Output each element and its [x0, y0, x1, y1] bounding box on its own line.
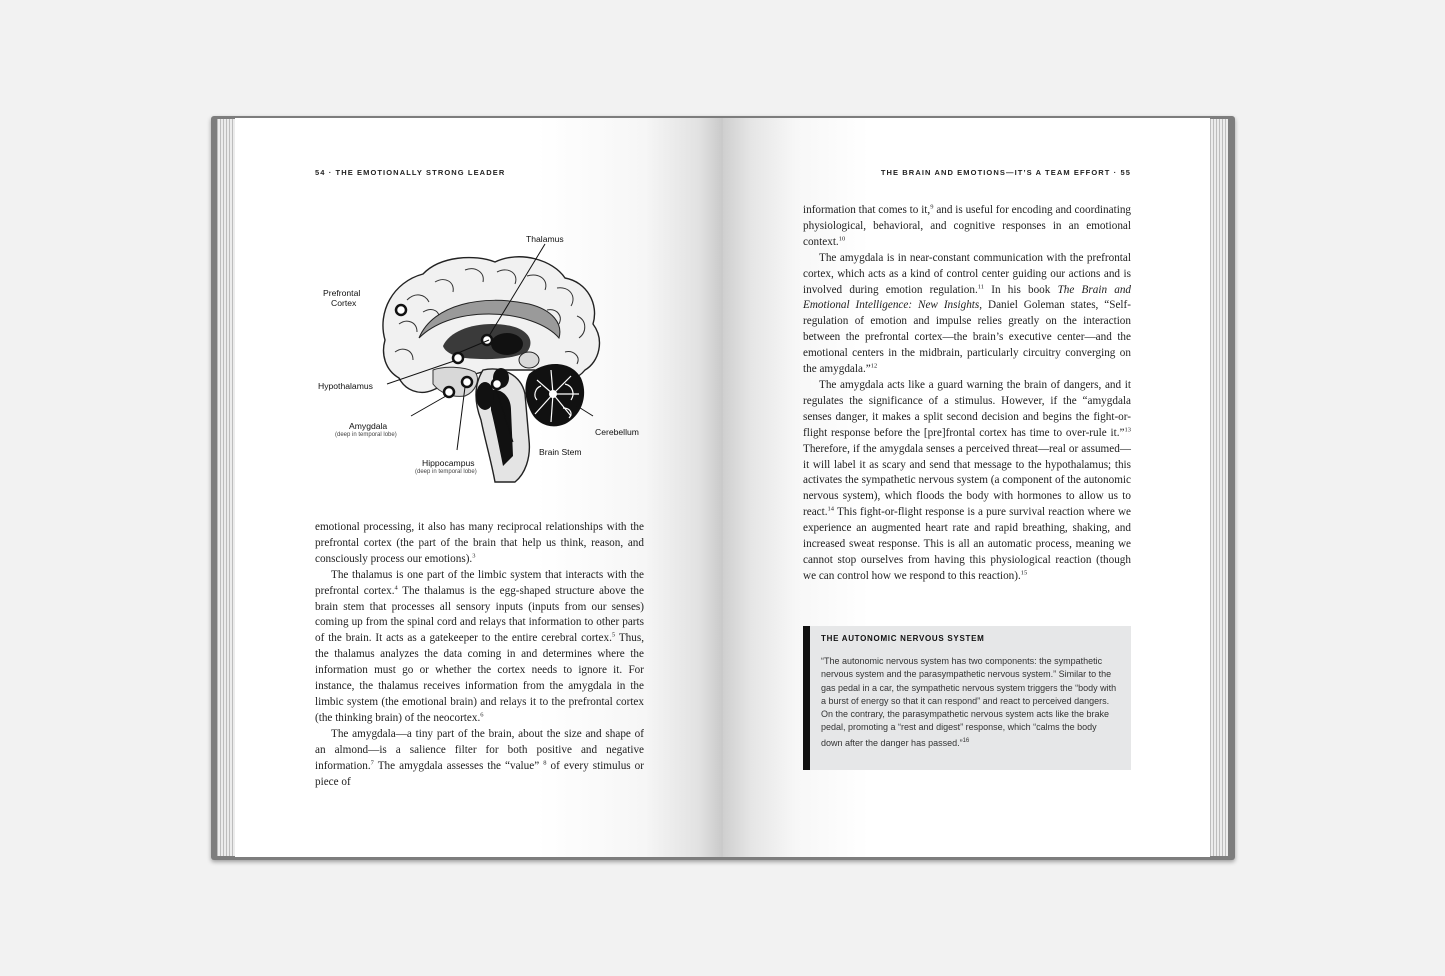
left-page	[235, 118, 723, 857]
paragraph: information that comes to it,$^9$ and is useful for encoding and coordinating physiological, behavioral, and cognitive responses in an emotional context.$^{10}$	[803, 203, 1132, 248]
brain-diagram	[315, 220, 655, 500]
label-amygdala-note: (deep in temporal lobe)	[335, 432, 397, 438]
sidebar-accent-bar	[803, 626, 810, 770]
label-amygdala: Amygdala	[349, 421, 388, 431]
label-hippocampus: Hippocampus	[422, 458, 475, 468]
paragraph: emotional processing, it also has many reciprocal relationships with the prefrontal cortex (the part of the brain that help us think, reason, and consciously process our emotions).$^3$	[315, 521, 644, 565]
paragraph: The amygdala—a tiny part of the brain, about the size and shape of an almond—is a salience filter for both positive and negative information.$^7$ The amygdala assesses the “value” $^8$ of every stimulus or piece of	[315, 727, 645, 788]
right-body-text	[803, 203, 1131, 585]
paragraph: The amygdala acts like a guard warning the brain of dangers, and it regulates the significance of a stimulus. However, if the “amygdala senses danger, it makes a split second decision and begins the fight-or-flight response before the [pre]frontal cortex has time to over-rule it.”$^{13}$ Therefore, if the amygdala senses a perceived threat—real or assumed—it will label it as scary and send that message to the hypothalamus; this activates the sympathetic nervous system (a component of the autonomic nervous system), which floods the body with hormones to allow us to react.$^{14}$ This fight-or-flight response is a pure survival reaction where we experience an augmented heart rate and rapid breathing, shaking, and increased sweat response. This is all an automatic process, meaning we cannot stop ourselves from having this physiological reaction (though we can control how we respond to this reaction).$^{15}$	[803, 378, 1131, 582]
label-brain-stem: Brain Stem	[539, 447, 582, 457]
label-hypothalamus: Hypothalamus	[318, 381, 373, 391]
sidebar-body: “The autonomic nervous system has two components: the sympathetic nervous system and the parasympathetic nervous system.” Similar to the gas pedal in a car, the sympathetic nervous system triggers the “body with a burst of energy so that it can respond” and react to perceived dangers. On the contrary, the parasympathetic nervous system acts like the brake pedal, promoting a “rest and digest” response, which “calms the body down after the danger has passed.”$^{16}$	[821, 656, 1117, 748]
paragraph: The thalamus is one part of the limbic system that interacts with the prefrontal cortex.$^4$ The thalamus is the egg-shaped structure above the brain stem that processes all sensory inputs (inputs from our senses) coming up from the spinal cord and relays that information to other parts of the brain. It acts as a gatekeeper to the entire cerebral cortex.$^5$ Thus, the thalamus analyzes the data coming in and determines where the information must go or whether the cortex needs to ignore it. For instance, the thalamus receives information from the amygdala in the limbic system (the emotional brain) and relays it to the prefrontal cortex (the thinking brain) of the neocortex.$^6$	[315, 568, 644, 724]
label-cerebellum: Cerebellum	[595, 427, 639, 437]
page-edges-right	[1208, 119, 1228, 856]
paragraph: The amygdala is in near-constant communication with the prefrontal cortex, which acts as a kind of control center guiding our actions and is involved during emotion regulation.$^{11}$ In his book The Brain and Emotional Intelligence: New Insights, Daniel Goleman states, “Self-regulation of emotion and impulse relies greatly on the interaction between the prefrontal cortex—the brain’s executive center—and the emotional centers in the midbrain, particularly circuitry converging on the amygdala.”$^{12}$	[803, 251, 1132, 376]
label-prefrontal-1: Prefrontal	[323, 288, 361, 298]
brain-illustration	[315, 220, 655, 500]
sidebar-box	[803, 626, 1131, 770]
running-head-left: 54 · THE EMOTIONALLY STRONG LEADER	[315, 168, 506, 177]
label-hippocampus-note: (deep in temporal lobe)	[415, 469, 477, 475]
label-thalamus: Thalamus	[526, 234, 564, 244]
page-edges-left	[217, 119, 237, 856]
sidebar-title: THE AUTONOMIC NERVOUS SYSTEM	[821, 634, 985, 643]
label-prefrontal-2: Cortex	[331, 298, 357, 308]
running-head-right: THE BRAIN AND EMOTIONS—IT’S A TEAM EFFORT · 55	[880, 168, 1131, 177]
left-body-text	[315, 520, 644, 790]
right-page	[723, 118, 1210, 857]
